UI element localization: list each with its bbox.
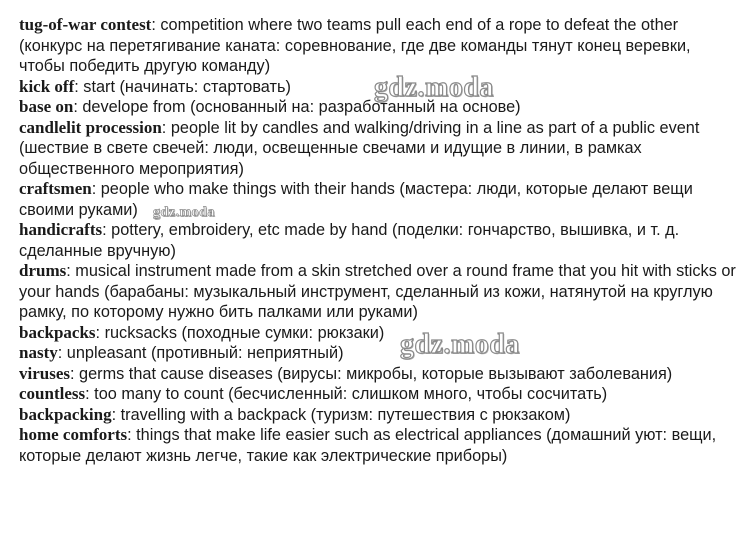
glossary-entry	[19, 425, 739, 466]
glossary-definition: : start (начинать: стартовать)	[74, 77, 291, 96]
glossary-definition: : people lit by candles and walking/driving in a line as part of a public event (шествие в свете свечей: люди, освещенные свечами и идущие в линии, в рамках общественного мероприятия)	[19, 118, 700, 178]
watermark: gdz.moda	[400, 329, 520, 360]
glossary-entry	[19, 15, 739, 77]
glossary-entry	[19, 364, 739, 385]
watermark: gdz.moda	[153, 205, 215, 220]
glossary-term: backpacks	[19, 322, 96, 342]
glossary-term: base on	[19, 97, 74, 116]
glossary-term: viruses	[19, 363, 70, 383]
glossary-definition: : musical instrument made from a skin stretched over a round frame that you hit with sticks or your hands (барабаны: музыкальный инструмент, сделанный из кожи, натянутой на круглую рамку, по которому нужно бить палками или руками)	[19, 262, 736, 321]
glossary-term: craftsmen	[19, 179, 92, 198]
glossary-entry	[19, 323, 739, 344]
glossary-definition: : too many to count (бесчисленный: слишком много, чтобы сосчитать)	[85, 385, 608, 403]
glossary-entry	[19, 384, 739, 405]
glossary-definition: : competition where two teams pull each end of a rope to defeat the other (конкурс на перетягивание каната: соревнование, где две команды тянут конец веревки, чтобы победить другую команду)	[19, 16, 691, 75]
glossary-term: kick off	[19, 76, 75, 96]
glossary-term: candlelit procession	[19, 117, 162, 137]
glossary-definition: : unpleasant (противный: неприятный)	[57, 344, 344, 362]
glossary-term: handicrafts	[19, 220, 103, 239]
glossary-term: nasty	[19, 343, 58, 362]
glossary-term: drums	[19, 261, 67, 280]
glossary-entry	[19, 343, 739, 364]
glossary-term: home comforts	[19, 425, 128, 444]
glossary-definition: : pottery, embroidery, etc made by hand (поделки: гончарство, вышивка, и т. д. сделанные вручную)	[19, 221, 680, 260]
glossary-term: countless	[19, 384, 86, 403]
glossary-entry	[19, 405, 739, 426]
glossary-entry	[19, 220, 739, 261]
glossary-definition: : things that make life easier such as electrical appliances (домашний уют: вещи, которые делают жизнь легче, такие как электрические приборы)	[19, 426, 717, 465]
glossary-definition: : people who make things with their hands (мастера: люди, которые делают вещи своими руками)	[19, 180, 693, 219]
glossary-definition: : rucksacks (походные сумки: рюкзаки)	[95, 323, 385, 342]
glossary-term: backpacking	[19, 404, 112, 424]
glossary-entry	[19, 179, 739, 220]
glossary-definition: : develope from (основанный на: разработанный на основе)	[73, 98, 521, 116]
watermark: gdz.moda	[374, 72, 494, 103]
glossary-definition: : travelling with a backpack (туризм: путешествия с рюкзаком)	[111, 405, 571, 424]
glossary-entry	[19, 261, 739, 323]
glossary-entry	[19, 118, 739, 180]
glossary-definition: : germs that cause diseases (вирусы: микробы, которые вызывают заболевания)	[70, 364, 673, 383]
glossary-term: tug-of-war contest	[19, 15, 152, 34]
